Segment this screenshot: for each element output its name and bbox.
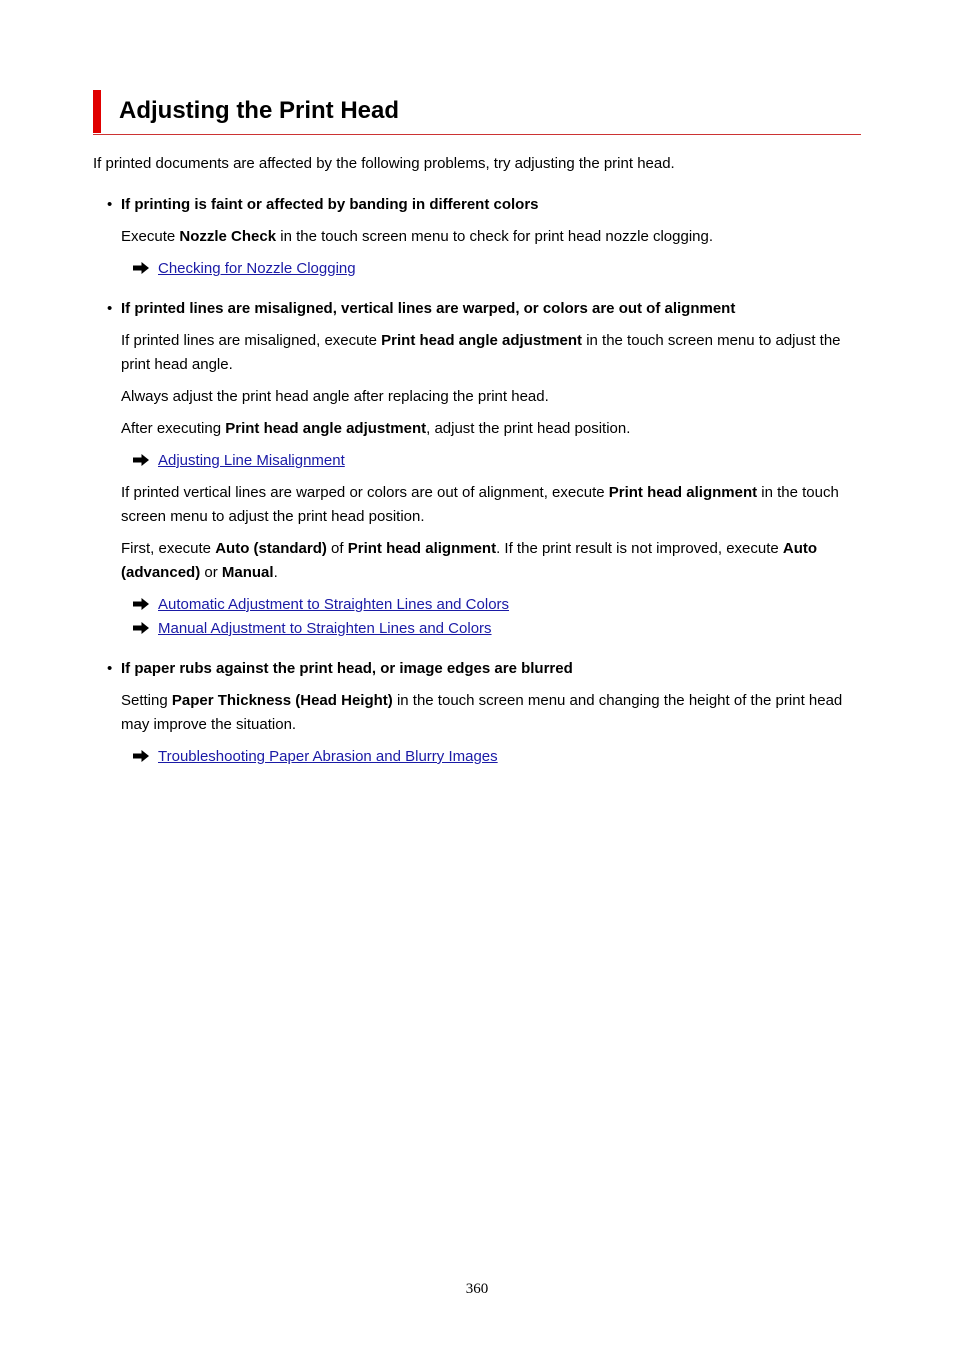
section-3-heading: If paper rubs against the print head, or image edges are blurred [121,660,573,677]
link-manual-adjustment[interactable]: Manual Adjustment to Straighten Lines and Colors [158,620,492,637]
arrow-right-icon [133,750,149,762]
title-bar [93,90,861,135]
section-2-paragraph-5: First, execute Auto (standard) of Print head alignment. If the print result is not improved, execute Auto (advanced) or Manual. [121,540,818,581]
arrow-right-icon [133,454,149,466]
link-troubleshooting-paper-abrasion[interactable]: Troubleshooting Paper Abrasion and Blurry Images [158,748,498,765]
title-accent-bar [93,90,101,133]
link-row-nozzle-check [133,257,356,281]
link-row-line-misalignment [133,449,345,473]
page-number: 360 [465,1281,489,1297]
section-2-paragraph-3: After executing Print head angle adjustment, adjust the print head position. [121,420,631,437]
link-row-manual-adjustment [133,617,492,641]
bullet-3: • [107,660,113,677]
arrow-right-icon [133,622,149,634]
section-2-heading: If printed lines are misaligned, vertical lines are warped, or colors are out of alignment [121,300,736,317]
bullet-1: • [107,196,113,213]
link-row-auto-adjustment [133,593,509,617]
section-2-paragraph-1: If printed lines are misaligned, execute Print head angle adjustment in the touch screen menu to adjust the print head angle. [121,332,841,373]
section-1-heading: If printing is faint or affected by banding in different colors [121,196,539,213]
section-2-paragraph-4: If printed vertical lines are warped or colors are out of alignment, execute Print head alignment in the touch screen menu to adjust the print head position. [121,484,839,525]
section-2-paragraph-2: Always adjust the print head angle after replacing the print head. [121,388,549,405]
intro-text: If printed documents are affected by the following problems, try adjusting the print head. [93,155,675,172]
link-checking-nozzle-clogging[interactable]: Checking for Nozzle Clogging [158,260,356,277]
link-row-paper-abrasion [133,745,498,769]
arrow-right-icon [133,598,149,610]
arrow-right-icon [133,262,149,274]
bullet-2: • [107,300,113,317]
page-title: Adjusting the Print Head [119,97,400,124]
link-automatic-adjustment[interactable]: Automatic Adjustment to Straighten Lines and Colors [158,596,510,613]
section-1-paragraph: Execute Nozzle Check in the touch screen menu to check for print head nozzle clogging. [121,228,714,245]
section-3-paragraph: Setting Paper Thickness (Head Height) in the touch screen menu and changing the height of the print head may improve the situation. [121,692,843,733]
link-adjusting-line-misalignment[interactable]: Adjusting Line Misalignment [158,452,345,469]
